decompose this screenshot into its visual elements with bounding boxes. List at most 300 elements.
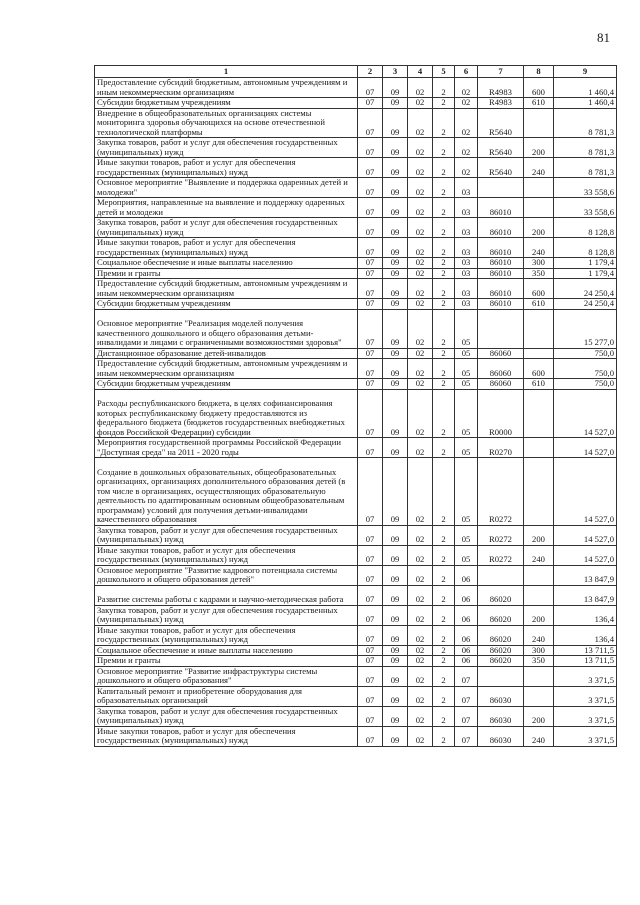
amount-cell: 8 128,8 bbox=[554, 238, 617, 258]
expense-type-cell: 200 bbox=[524, 605, 554, 625]
amount-cell: 15 277,0 bbox=[554, 309, 617, 348]
event-code-cell: 05 bbox=[455, 348, 478, 359]
section-code-cell: 07 bbox=[358, 706, 383, 726]
expense-type-cell: 240 bbox=[524, 238, 554, 258]
direction-code-cell: 86020 bbox=[478, 605, 524, 625]
program-code-cell: 02 bbox=[408, 348, 433, 359]
amount-cell: 13 711,5 bbox=[554, 656, 617, 667]
amount-cell: 14 527,0 bbox=[554, 389, 617, 438]
amount-cell: 14 527,0 bbox=[554, 438, 617, 458]
row-name-cell: Социальное обеспечение и иные выплаты населению bbox=[95, 645, 358, 656]
row-name-cell: Субсидии бюджетным учреждениям bbox=[95, 379, 358, 390]
direction-code-cell: 86010 bbox=[478, 268, 524, 279]
table-row bbox=[95, 389, 617, 438]
subprogram-code-cell: 2 bbox=[433, 625, 455, 645]
table-row bbox=[95, 585, 617, 605]
amount-cell: 13 711,5 bbox=[554, 645, 617, 656]
event-code-cell: 03 bbox=[455, 198, 478, 218]
amount-cell: 136,4 bbox=[554, 625, 617, 645]
direction-code-cell: 86010 bbox=[478, 218, 524, 238]
subsection-code-cell: 09 bbox=[383, 656, 408, 667]
table-row bbox=[95, 666, 617, 686]
row-name-cell: Субсидии бюджетным учреждениям bbox=[95, 299, 358, 310]
section-code-cell: 07 bbox=[358, 726, 383, 746]
subsection-code-cell: 09 bbox=[383, 309, 408, 348]
event-code-cell: 05 bbox=[455, 359, 478, 379]
direction-code-cell: R5640 bbox=[478, 138, 524, 158]
event-code-cell: 03 bbox=[455, 299, 478, 310]
subsection-code-cell: 09 bbox=[383, 98, 408, 109]
direction-code-cell: 86020 bbox=[478, 656, 524, 667]
expense-type-cell bbox=[524, 178, 554, 198]
program-code-cell: 02 bbox=[408, 438, 433, 458]
amount-cell: 750,0 bbox=[554, 379, 617, 390]
table-row bbox=[95, 525, 617, 545]
table-row bbox=[95, 686, 617, 706]
program-code-cell: 02 bbox=[408, 78, 433, 98]
subsection-code-cell: 09 bbox=[383, 605, 408, 625]
row-name-cell: Предоставление субсидий бюджетным, автономным учреждениям и иным некоммерческим организациям bbox=[95, 279, 358, 299]
subprogram-code-cell: 2 bbox=[433, 438, 455, 458]
amount-cell: 1 179,4 bbox=[554, 268, 617, 279]
direction-code-cell bbox=[478, 666, 524, 686]
table-row bbox=[95, 605, 617, 625]
table-row bbox=[95, 158, 617, 178]
subprogram-code-cell: 2 bbox=[433, 525, 455, 545]
table-row bbox=[95, 198, 617, 218]
event-code-cell: 05 bbox=[455, 525, 478, 545]
program-code-cell: 02 bbox=[408, 218, 433, 238]
subsection-code-cell: 09 bbox=[383, 379, 408, 390]
program-code-cell: 02 bbox=[408, 238, 433, 258]
header-cell: 9 bbox=[554, 66, 617, 78]
program-code-cell: 02 bbox=[408, 299, 433, 310]
program-code-cell: 02 bbox=[408, 458, 433, 526]
amount-cell: 3 371,5 bbox=[554, 726, 617, 746]
subprogram-code-cell: 2 bbox=[433, 348, 455, 359]
amount-cell: 24 250,4 bbox=[554, 279, 617, 299]
section-code-cell: 07 bbox=[358, 299, 383, 310]
subprogram-code-cell: 2 bbox=[433, 268, 455, 279]
subprogram-code-cell: 2 bbox=[433, 108, 455, 138]
program-code-cell: 02 bbox=[408, 359, 433, 379]
row-name-cell: Развитие системы работы с кадрами и научно-методическая работа bbox=[95, 585, 358, 605]
program-code-cell: 02 bbox=[408, 585, 433, 605]
row-name-cell: Предоставление субсидий бюджетным, автономным учреждениям и иным некоммерческим организациям bbox=[95, 359, 358, 379]
amount-cell: 14 527,0 bbox=[554, 525, 617, 545]
section-code-cell: 07 bbox=[358, 218, 383, 238]
table-row bbox=[95, 359, 617, 379]
row-name-cell: Закупка товаров, работ и услуг для обеспечения государственных (муниципальных) нужд bbox=[95, 138, 358, 158]
subsection-code-cell: 09 bbox=[383, 438, 408, 458]
amount-cell: 750,0 bbox=[554, 348, 617, 359]
direction-code-cell: R5640 bbox=[478, 158, 524, 178]
section-code-cell: 07 bbox=[358, 198, 383, 218]
expense-type-cell: 350 bbox=[524, 268, 554, 279]
direction-code-cell: R0272 bbox=[478, 458, 524, 526]
direction-code-cell: 86030 bbox=[478, 726, 524, 746]
section-code-cell: 07 bbox=[358, 438, 383, 458]
row-name-cell: Предоставление субсидий бюджетным, автономным учреждениям и иным некоммерческим организациям bbox=[95, 78, 358, 98]
event-code-cell: 03 bbox=[455, 258, 478, 269]
expense-type-cell: 610 bbox=[524, 98, 554, 109]
subprogram-code-cell: 2 bbox=[433, 309, 455, 348]
direction-code-cell: R4983 bbox=[478, 78, 524, 98]
subsection-code-cell: 09 bbox=[383, 348, 408, 359]
subsection-code-cell: 09 bbox=[383, 686, 408, 706]
table-row bbox=[95, 458, 617, 526]
event-code-cell: 02 bbox=[455, 78, 478, 98]
subsection-code-cell: 09 bbox=[383, 625, 408, 645]
section-code-cell: 07 bbox=[358, 656, 383, 667]
event-code-cell: 06 bbox=[455, 605, 478, 625]
amount-cell: 750,0 bbox=[554, 359, 617, 379]
expense-type-cell: 240 bbox=[524, 625, 554, 645]
program-code-cell: 02 bbox=[408, 108, 433, 138]
section-code-cell: 07 bbox=[358, 279, 383, 299]
expense-type-cell: 200 bbox=[524, 706, 554, 726]
subsection-code-cell: 09 bbox=[383, 726, 408, 746]
header-cell: 5 bbox=[433, 66, 455, 78]
direction-code-cell: R0272 bbox=[478, 525, 524, 545]
page-number: 81 bbox=[597, 30, 610, 45]
subsection-code-cell: 09 bbox=[383, 458, 408, 526]
expense-type-cell: 240 bbox=[524, 726, 554, 746]
direction-code-cell: 86060 bbox=[478, 348, 524, 359]
expense-type-cell bbox=[524, 686, 554, 706]
subprogram-code-cell: 2 bbox=[433, 299, 455, 310]
amount-cell: 14 527,0 bbox=[554, 458, 617, 526]
row-name-cell: Закупка товаров, работ и услуг для обеспечения государственных (муниципальных) нужд bbox=[95, 218, 358, 238]
direction-code-cell: 86060 bbox=[478, 379, 524, 390]
subprogram-code-cell: 2 bbox=[433, 78, 455, 98]
subsection-code-cell: 09 bbox=[383, 218, 408, 238]
direction-code-cell: R5640 bbox=[478, 108, 524, 138]
direction-code-cell: 86010 bbox=[478, 198, 524, 218]
event-code-cell: 07 bbox=[455, 706, 478, 726]
direction-code-cell: R0000 bbox=[478, 389, 524, 438]
event-code-cell: 05 bbox=[455, 545, 478, 565]
direction-code-cell: 86020 bbox=[478, 625, 524, 645]
table-row bbox=[95, 279, 617, 299]
section-code-cell: 07 bbox=[358, 138, 383, 158]
row-name-cell: Мероприятия государственной программы Российской Федерации "Доступная среда" на 2011 - 2020 годы bbox=[95, 438, 358, 458]
expense-type-cell: 240 bbox=[524, 158, 554, 178]
expense-type-cell: 200 bbox=[524, 525, 554, 545]
program-code-cell: 02 bbox=[408, 686, 433, 706]
subsection-code-cell: 09 bbox=[383, 108, 408, 138]
subprogram-code-cell: 2 bbox=[433, 138, 455, 158]
direction-code-cell bbox=[478, 178, 524, 198]
section-code-cell: 07 bbox=[358, 666, 383, 686]
budget-table bbox=[94, 65, 617, 747]
subprogram-code-cell: 2 bbox=[433, 666, 455, 686]
subsection-code-cell: 09 bbox=[383, 525, 408, 545]
direction-code-cell: 86010 bbox=[478, 279, 524, 299]
amount-cell: 8 781,3 bbox=[554, 158, 617, 178]
table-row bbox=[95, 258, 617, 269]
row-name-cell: Иные закупки товаров, работ и услуг для обеспечения государственных (муниципальных) нужд bbox=[95, 158, 358, 178]
direction-code-cell: 86010 bbox=[478, 299, 524, 310]
expense-type-cell bbox=[524, 666, 554, 686]
subsection-code-cell: 09 bbox=[383, 178, 408, 198]
expense-type-cell: 350 bbox=[524, 656, 554, 667]
section-code-cell: 07 bbox=[358, 348, 383, 359]
expense-type-cell bbox=[524, 348, 554, 359]
direction-code-cell bbox=[478, 565, 524, 585]
event-code-cell: 03 bbox=[455, 268, 478, 279]
header-cell: 8 bbox=[524, 66, 554, 78]
expense-type-cell: 300 bbox=[524, 258, 554, 269]
row-name-cell: Капитальный ремонт и приобретение оборудования для образовательных организаций bbox=[95, 686, 358, 706]
subprogram-code-cell: 2 bbox=[433, 158, 455, 178]
amount-cell: 8 781,3 bbox=[554, 138, 617, 158]
expense-type-cell bbox=[524, 458, 554, 526]
row-name-cell: Внедрение в общеобразовательных организациях системы мониторинга здоровья обучающихся на основе отечественной технологической платформы bbox=[95, 108, 358, 138]
amount-cell: 14 527,0 bbox=[554, 545, 617, 565]
direction-code-cell: R0272 bbox=[478, 545, 524, 565]
direction-code-cell: 86020 bbox=[478, 585, 524, 605]
subsection-code-cell: 09 bbox=[383, 645, 408, 656]
subsection-code-cell: 09 bbox=[383, 78, 408, 98]
program-code-cell: 02 bbox=[408, 268, 433, 279]
event-code-cell: 06 bbox=[455, 645, 478, 656]
section-code-cell: 07 bbox=[358, 309, 383, 348]
section-code-cell: 07 bbox=[358, 359, 383, 379]
amount-cell: 8 781,3 bbox=[554, 108, 617, 138]
row-name-cell: Основное мероприятие "Развитие инфраструктуры системы дошкольного и общего образования" bbox=[95, 666, 358, 686]
program-code-cell: 02 bbox=[408, 625, 433, 645]
subsection-code-cell: 09 bbox=[383, 565, 408, 585]
subsection-code-cell: 09 bbox=[383, 138, 408, 158]
section-code-cell: 07 bbox=[358, 585, 383, 605]
row-name-cell: Иные закупки товаров, работ и услуг для обеспечения государственных (муниципальных) нужд bbox=[95, 726, 358, 746]
amount-cell: 24 250,4 bbox=[554, 299, 617, 310]
table-row bbox=[95, 438, 617, 458]
event-code-cell: 02 bbox=[455, 108, 478, 138]
table-row bbox=[95, 645, 617, 656]
subprogram-code-cell: 2 bbox=[433, 565, 455, 585]
row-name-cell: Мероприятия, направленные на выявление и поддержку одаренных детей и молодежи bbox=[95, 198, 358, 218]
header-cell: 2 bbox=[358, 66, 383, 78]
program-code-cell: 02 bbox=[408, 178, 433, 198]
section-code-cell: 07 bbox=[358, 108, 383, 138]
row-name-cell: Иные закупки товаров, работ и услуг для обеспечения государственных (муниципальных) нужд bbox=[95, 545, 358, 565]
expense-type-cell: 610 bbox=[524, 379, 554, 390]
expense-type-cell: 610 bbox=[524, 299, 554, 310]
section-code-cell: 07 bbox=[358, 645, 383, 656]
subsection-code-cell: 09 bbox=[383, 299, 408, 310]
program-code-cell: 02 bbox=[408, 98, 433, 109]
event-code-cell: 02 bbox=[455, 98, 478, 109]
program-code-cell: 02 bbox=[408, 258, 433, 269]
table-body bbox=[95, 66, 617, 747]
subprogram-code-cell: 2 bbox=[433, 545, 455, 565]
table-row bbox=[95, 726, 617, 746]
subsection-code-cell: 09 bbox=[383, 279, 408, 299]
table-row bbox=[95, 625, 617, 645]
subprogram-code-cell: 2 bbox=[433, 656, 455, 667]
direction-code-cell: 86030 bbox=[478, 706, 524, 726]
subprogram-code-cell: 2 bbox=[433, 198, 455, 218]
subprogram-code-cell: 2 bbox=[433, 726, 455, 746]
subsection-code-cell: 09 bbox=[383, 158, 408, 178]
expense-type-cell: 600 bbox=[524, 359, 554, 379]
section-code-cell: 07 bbox=[358, 238, 383, 258]
row-name-cell: Расходы республиканского бюджета, в целях софинансирования которых республиканскому бюджету предоставляются из федерального бюджета (бюджетов государственных внебюджетных фондов Российской Федерации) субсидии bbox=[95, 389, 358, 438]
row-name-cell: Дистанционное образование детей-инвалидов bbox=[95, 348, 358, 359]
event-code-cell: 05 bbox=[455, 389, 478, 438]
subprogram-code-cell: 2 bbox=[433, 178, 455, 198]
header-cell: 7 bbox=[478, 66, 524, 78]
program-code-cell: 02 bbox=[408, 138, 433, 158]
direction-code-cell: 86030 bbox=[478, 686, 524, 706]
table-header-row bbox=[95, 66, 617, 78]
subprogram-code-cell: 2 bbox=[433, 98, 455, 109]
subprogram-code-cell: 2 bbox=[433, 218, 455, 238]
section-code-cell: 07 bbox=[358, 78, 383, 98]
event-code-cell: 02 bbox=[455, 158, 478, 178]
amount-cell: 3 371,5 bbox=[554, 706, 617, 726]
table-row bbox=[95, 78, 617, 98]
expense-type-cell bbox=[524, 438, 554, 458]
row-name-cell: Иные закупки товаров, работ и услуг для обеспечения государственных (муниципальных) нужд bbox=[95, 238, 358, 258]
subprogram-code-cell: 2 bbox=[433, 585, 455, 605]
expense-type-cell: 600 bbox=[524, 78, 554, 98]
subprogram-code-cell: 2 bbox=[433, 458, 455, 526]
table-row bbox=[95, 98, 617, 109]
program-code-cell: 02 bbox=[408, 389, 433, 438]
event-code-cell: 03 bbox=[455, 178, 478, 198]
program-code-cell: 02 bbox=[408, 726, 433, 746]
program-code-cell: 02 bbox=[408, 158, 433, 178]
subsection-code-cell: 09 bbox=[383, 258, 408, 269]
event-code-cell: 07 bbox=[455, 686, 478, 706]
row-name-cell: Закупка товаров, работ и услуг для обеспечения государственных (муниципальных) нужд bbox=[95, 525, 358, 545]
direction-code-cell bbox=[478, 309, 524, 348]
program-code-cell: 02 bbox=[408, 565, 433, 585]
header-cell: 1 bbox=[95, 66, 358, 78]
section-code-cell: 07 bbox=[358, 389, 383, 438]
expense-type-cell: 200 bbox=[524, 138, 554, 158]
event-code-cell: 03 bbox=[455, 279, 478, 299]
program-code-cell: 02 bbox=[408, 645, 433, 656]
section-code-cell: 07 bbox=[358, 686, 383, 706]
table-row bbox=[95, 178, 617, 198]
subsection-code-cell: 09 bbox=[383, 545, 408, 565]
event-code-cell: 07 bbox=[455, 666, 478, 686]
amount-cell: 33 558,6 bbox=[554, 198, 617, 218]
direction-code-cell: R4983 bbox=[478, 98, 524, 109]
table-row bbox=[95, 138, 617, 158]
subprogram-code-cell: 2 bbox=[433, 389, 455, 438]
event-code-cell: 05 bbox=[455, 309, 478, 348]
amount-cell: 13 847,9 bbox=[554, 585, 617, 605]
expense-type-cell bbox=[524, 108, 554, 138]
expense-type-cell bbox=[524, 198, 554, 218]
direction-code-cell: 86010 bbox=[478, 258, 524, 269]
header-cell: 4 bbox=[408, 66, 433, 78]
event-code-cell: 06 bbox=[455, 565, 478, 585]
program-code-cell: 02 bbox=[408, 656, 433, 667]
program-code-cell: 02 bbox=[408, 279, 433, 299]
subprogram-code-cell: 2 bbox=[433, 258, 455, 269]
expense-type-cell: 300 bbox=[524, 645, 554, 656]
event-code-cell: 07 bbox=[455, 726, 478, 746]
row-name-cell: Создание в дошкольных образовательных, общеобразовательных организациях, организациях дополнительного образования детей (в том числе в организациях, осуществляющих образовательную деятельность по адаптированным основным общеобразовательным программам) условий для получения детьми-инвалидами качественного образования bbox=[95, 458, 358, 526]
subprogram-code-cell: 2 bbox=[433, 359, 455, 379]
row-name-cell: Социальное обеспечение и иные выплаты населению bbox=[95, 258, 358, 269]
expense-type-cell: 600 bbox=[524, 279, 554, 299]
section-code-cell: 07 bbox=[358, 379, 383, 390]
program-code-cell: 02 bbox=[408, 545, 433, 565]
row-name-cell: Закупка товаров, работ и услуг для обеспечения государственных (муниципальных) нужд bbox=[95, 605, 358, 625]
direction-code-cell: 86010 bbox=[478, 238, 524, 258]
section-code-cell: 07 bbox=[358, 158, 383, 178]
amount-cell: 3 371,5 bbox=[554, 666, 617, 686]
expense-type-cell bbox=[524, 309, 554, 348]
direction-code-cell: 86060 bbox=[478, 359, 524, 379]
table-row bbox=[95, 545, 617, 565]
program-code-cell: 02 bbox=[408, 379, 433, 390]
section-code-cell: 07 bbox=[358, 625, 383, 645]
section-code-cell: 07 bbox=[358, 565, 383, 585]
section-code-cell: 07 bbox=[358, 268, 383, 279]
table-row bbox=[95, 706, 617, 726]
event-code-cell: 05 bbox=[455, 458, 478, 526]
event-code-cell: 05 bbox=[455, 379, 478, 390]
expense-type-cell bbox=[524, 389, 554, 438]
table-row bbox=[95, 379, 617, 390]
amount-cell: 3 371,5 bbox=[554, 686, 617, 706]
event-code-cell: 03 bbox=[455, 218, 478, 238]
event-code-cell: 06 bbox=[455, 585, 478, 605]
row-name-cell: Премии и гранты bbox=[95, 656, 358, 667]
table-row bbox=[95, 299, 617, 310]
direction-code-cell: R0270 bbox=[478, 438, 524, 458]
program-code-cell: 02 bbox=[408, 706, 433, 726]
subsection-code-cell: 09 bbox=[383, 359, 408, 379]
section-code-cell: 07 bbox=[358, 458, 383, 526]
section-code-cell: 07 bbox=[358, 525, 383, 545]
section-code-cell: 07 bbox=[358, 178, 383, 198]
row-name-cell: Основное мероприятие "Реализация моделей получения качественного дошкольного и общего образования детьми-инвалидами и лицами с ограниченными возможностями здоровья" bbox=[95, 309, 358, 348]
expense-type-cell: 240 bbox=[524, 545, 554, 565]
direction-code-cell: 86020 bbox=[478, 645, 524, 656]
event-code-cell: 05 bbox=[455, 438, 478, 458]
table-row bbox=[95, 348, 617, 359]
table-row bbox=[95, 656, 617, 667]
subprogram-code-cell: 2 bbox=[433, 238, 455, 258]
expense-type-cell bbox=[524, 585, 554, 605]
table-row bbox=[95, 268, 617, 279]
subprogram-code-cell: 2 bbox=[433, 706, 455, 726]
event-code-cell: 06 bbox=[455, 625, 478, 645]
row-name-cell: Основное мероприятие "Развитие кадрового потенциала системы дошкольного и общего образования детей" bbox=[95, 565, 358, 585]
section-code-cell: 07 bbox=[358, 258, 383, 269]
section-code-cell: 07 bbox=[358, 98, 383, 109]
program-code-cell: 02 bbox=[408, 309, 433, 348]
row-name-cell: Премии и гранты bbox=[95, 268, 358, 279]
expense-type-cell: 200 bbox=[524, 218, 554, 238]
amount-cell: 1 460,4 bbox=[554, 98, 617, 109]
subsection-code-cell: 09 bbox=[383, 706, 408, 726]
subprogram-code-cell: 2 bbox=[433, 686, 455, 706]
amount-cell: 33 558,6 bbox=[554, 178, 617, 198]
amount-cell: 1 179,4 bbox=[554, 258, 617, 269]
table-row bbox=[95, 108, 617, 138]
row-name-cell: Иные закупки товаров, работ и услуг для обеспечения государственных (муниципальных) нужд bbox=[95, 625, 358, 645]
